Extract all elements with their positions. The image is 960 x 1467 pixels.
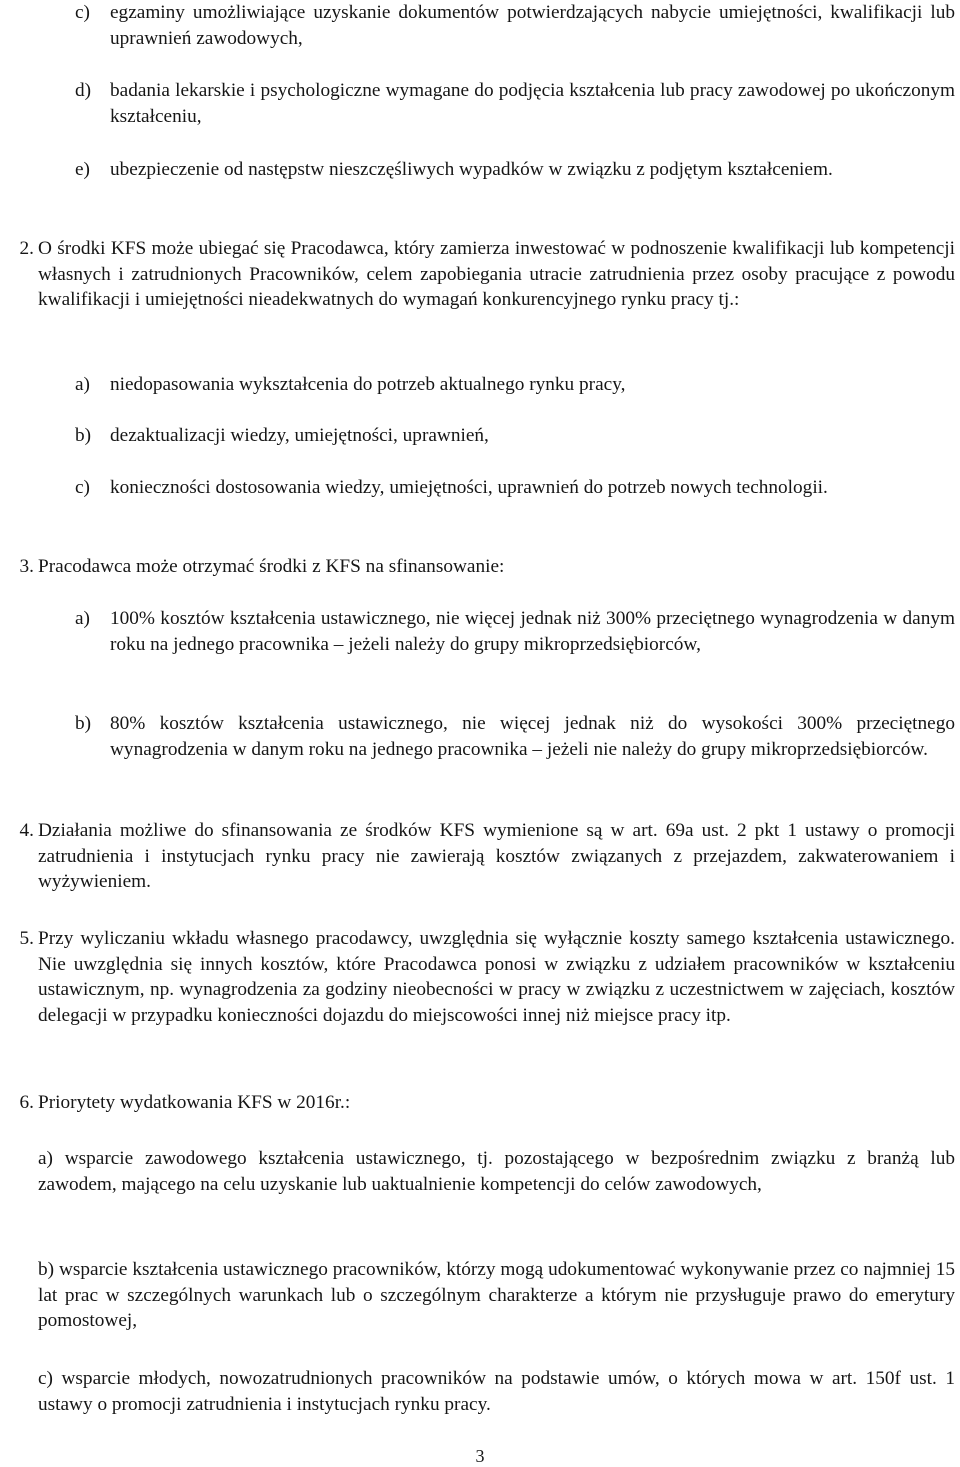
list-item: dezaktualizacji wiedzy, umiejętności, uprawnień, [110,425,489,446]
section-paragraph: Przy wyliczaniu wkładu własnego pracodawcy, uwzględnia się wyłącznie koszty samego kształcenia ustawicznego. Nie uwzględnia się innych kosztów, które Pracodawca ponosi w związku z udziałem pracowników w kształceniu ustawicznym, np. wynagrodzenia za godziny nieobecności w pracy w związku z uczestnictwem w zajęciach, kosztów delegacji w przypadku konieczności dojazdu do miejscowości innej niż miejsce pracy itp. [38,928,955,1026]
section-paragraph: O środki KFS może ubiegać się Pracodawca, który zamierza inwestować w podnoszenie kwalifikacji lub kompetencji własnych i zatrudnionych Pracowników, celem zapobiegania utracie zatrudnienia przez osoby pracujące z powodu kwalifikacji i umiejętności nieadekwatnych do wymagań konkurencyjnego rynku pracy tj.: [38,238,955,310]
section-paragraph: Pracodawca może otrzymać środki z KFS na sfinansowanie: [38,556,505,577]
list-item: 100% kosztów kształcenia ustawicznego, nie więcej jednak niż 300% przeciętnego wynagrodzenia w danym roku na jednego pracownika – jeżeli należy do grupy mikroprzedsiębiorców, [110,608,955,655]
list-item: niedopasowania wykształcenia do potrzeb aktualnego rynku pracy, [110,374,626,395]
section-paragraph: Działania możliwe do sfinansowania ze środków KFS wymienione są w art. 69a ust. 2 pkt 1 ustawy o promocji zatrudnienia i instytucjach rynku pracy nie zawierają kosztów związanych z przejazdem, zakwaterowaniem i wyżywieniem. [38,820,955,892]
section-number: 2. [19,238,34,259]
section-number: 6. [19,1092,34,1113]
list-item: 80% kosztów kształcenia ustawicznego, nie więcej jednak niż do wysokości 300% przeciętnego wynagrodzenia w danym roku na jednego pracownika – jeżeli nie należy do grupy mikroprzedsiębiorców. [110,713,955,760]
section-number: 4. [19,820,34,841]
list-item: egzaminy umożliwiające uzyskanie dokumentów potwierdzających nabycie umiejętności, kwalifikacji lub uprawnień zawodowych, [110,2,955,49]
page-number: 3 [475,1446,485,1466]
list-item: ubezpieczenie od następstw nieszczęśliwych wypadków w związku z podjętym kształceniem. [110,159,833,180]
list-label: a) [75,608,90,629]
list-item: a) wsparcie zawodowego kształcenia ustawicznego, tj. pozostającego w bezpośrednim związku z branżą lub zawodem, mającego na celu uzyskanie lub uaktualnienie kompetencji do celów zawodowych, [38,1148,955,1195]
list-label: b) [75,425,92,446]
list-label: c) [75,2,90,23]
list-item: b) wsparcie kształcenia ustawicznego pracowników, którzy mogą udokumentować wykonywanie przez co najmniej 15 lat prac w szczególnych warunkach lub o szczególnym charakterze a którym nie przysługuje prawo do emerytury pomostowej, [38,1259,955,1331]
list-item: badania lekarskie i psychologiczne wymagane do podjęcia kształcenia lub pracy zawodowej po ukończonym kształceniu, [110,80,955,127]
section-number: 5. [19,928,34,949]
list-item: konieczności dostosowania wiedzy, umiejętności, uprawnień do potrzeb nowych technologii. [110,477,828,498]
list-label: b) [75,713,92,734]
list-item: c) wsparcie młodych, nowozatrudnionych pracowników na podstawie umów, o których mowa w art. 150f ust. 1 ustawy o promocji zatrudnienia i instytucjach rynku pracy. [38,1368,955,1415]
list-label: c) [75,477,90,498]
list-label: d) [75,80,92,101]
section-number: 3. [19,556,34,577]
list-label: e) [75,159,90,180]
list-label: a) [75,374,90,395]
section-paragraph: Priorytety wydatkowania KFS w 2016r.: [38,1092,351,1113]
